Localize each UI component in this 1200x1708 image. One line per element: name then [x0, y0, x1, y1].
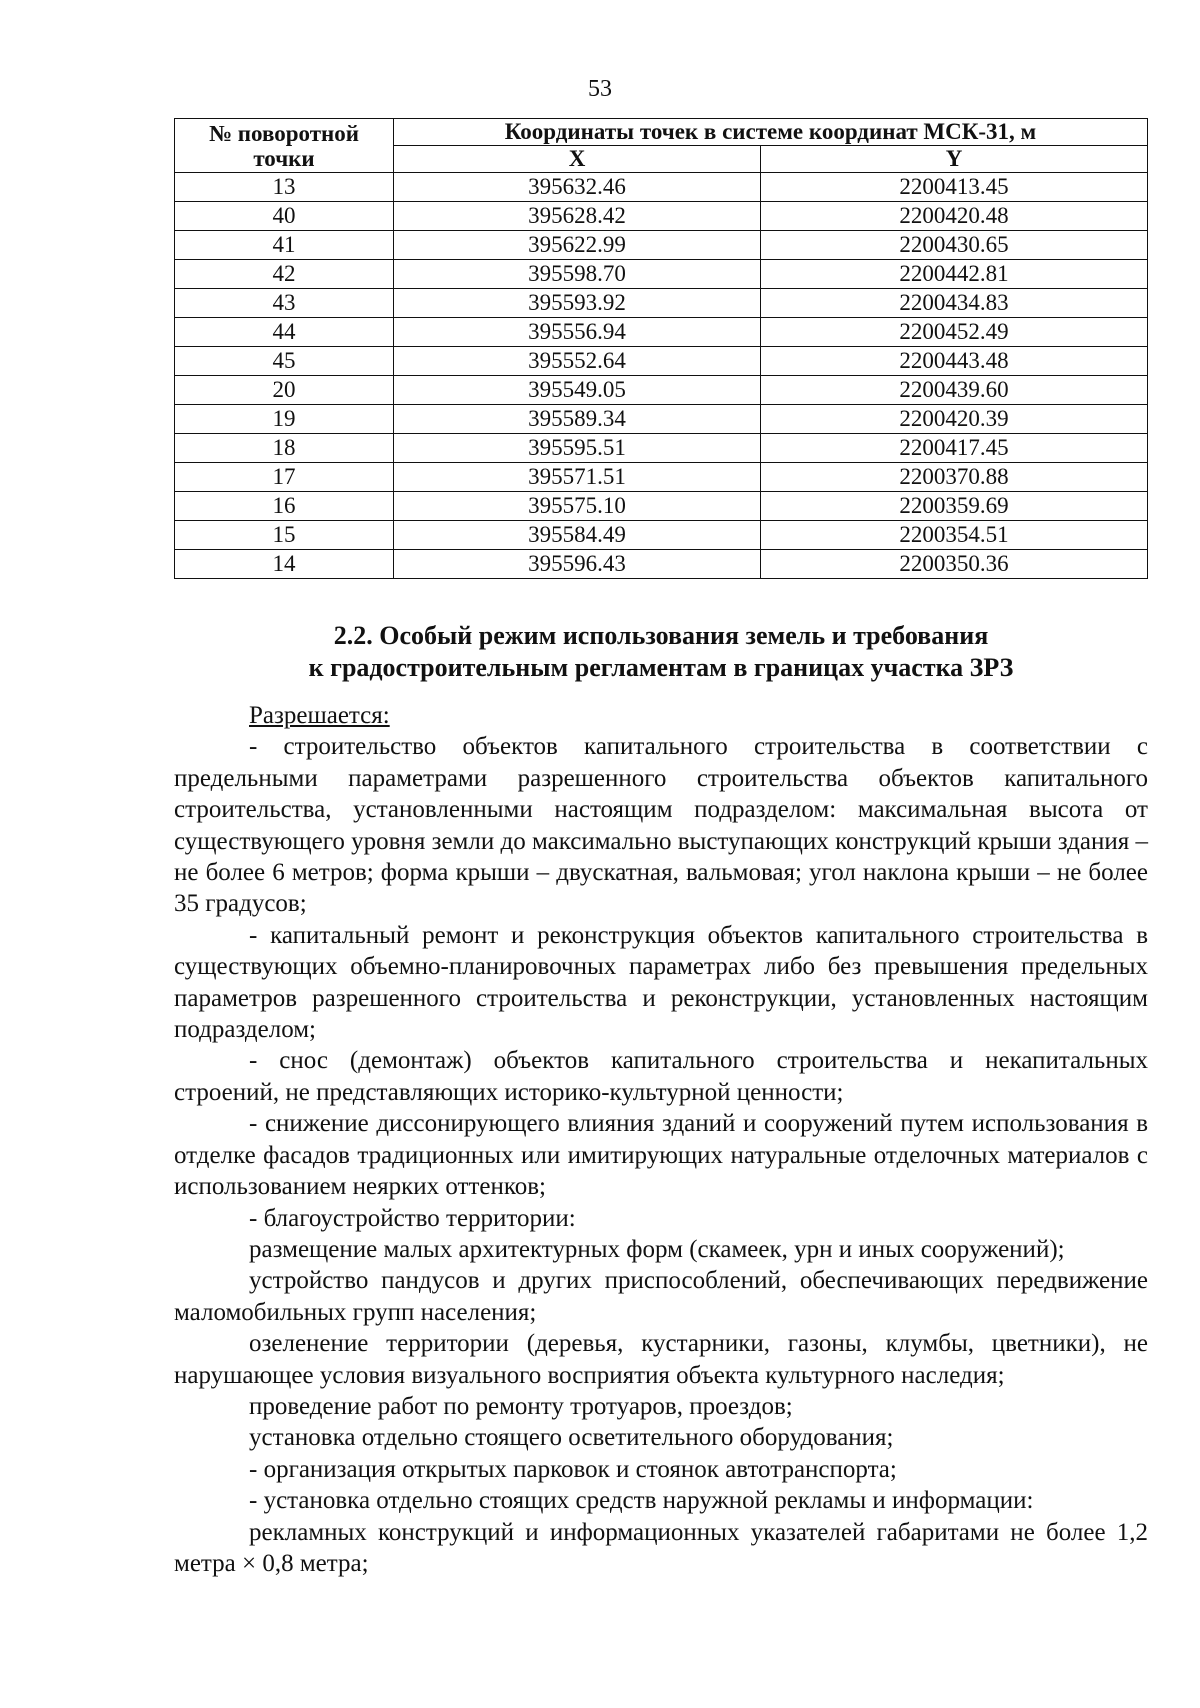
- cell-point: 18: [175, 434, 394, 463]
- cell-point: 19: [175, 405, 394, 434]
- cell-y: 2200354.51: [761, 521, 1148, 550]
- cell-x: 395584.49: [394, 521, 761, 550]
- cell-y: 2200350.36: [761, 550, 1148, 579]
- cell-point: 17: [175, 463, 394, 492]
- cell-x: 395552.64: [394, 347, 761, 376]
- cell-y: 2200430.65: [761, 231, 1148, 260]
- cell-y: 2200452.49: [761, 318, 1148, 347]
- table-row: [175, 231, 1148, 260]
- allowed-label: Разрешается:: [249, 702, 390, 729]
- cell-y: 2200420.48: [761, 202, 1148, 231]
- table-row: [175, 463, 1148, 492]
- paragraph: - благоустройство территории:: [249, 1204, 576, 1232]
- paragraph: - капитальный ремонт и реконструкция объектов капитального строительства в существующих объемно-планировочных параметрах либо без превышения предельных параметров разрешенного строительства и реконструкции, установленных настоящим подразделом;: [174, 921, 1148, 1044]
- header-point-number-line2: точки: [253, 145, 315, 171]
- cell-y: 2200370.88: [761, 463, 1148, 492]
- cell-point: 16: [175, 492, 394, 521]
- cell-point: 42: [175, 260, 394, 289]
- paragraph: - снос (демонтаж) объектов капитального строительства и некапитальных строений, не представляющих историко-культурной ценности;: [174, 1047, 1148, 1106]
- paragraph: размещение малых архитектурных форм (скамеек, урн и иных сооружений);: [249, 1235, 1065, 1263]
- cell-x: 395596.43: [394, 550, 761, 579]
- body-text: [174, 700, 1148, 1579]
- table-body: [175, 173, 1148, 579]
- cell-x: 395589.34: [394, 405, 761, 434]
- table-row: [175, 347, 1148, 376]
- paragraph: озеленение территории (деревья, кустарники, газоны, клумбы, цветники), не нарушающее условия визуального восприятия объекта культурного наследия;: [174, 1330, 1148, 1389]
- paragraph-list: [174, 731, 1148, 1579]
- table-row: [175, 202, 1148, 231]
- cell-y: 2200413.45: [761, 173, 1148, 202]
- cell-y: 2200443.48: [761, 347, 1148, 376]
- cell-point: 41: [175, 231, 394, 260]
- cell-y: 2200417.45: [761, 434, 1148, 463]
- cell-x: 395575.10: [394, 492, 761, 521]
- cell-point: 20: [175, 376, 394, 405]
- table-row: [175, 173, 1148, 202]
- table-row: [175, 318, 1148, 347]
- cell-x: 395593.92: [394, 289, 761, 318]
- cell-x: 395556.94: [394, 318, 761, 347]
- table-row: [175, 260, 1148, 289]
- cell-x: 395571.51: [394, 463, 761, 492]
- table-row: [175, 405, 1148, 434]
- cell-x: 395632.46: [394, 173, 761, 202]
- table-row: [175, 434, 1148, 463]
- cell-y: 2200439.60: [761, 376, 1148, 405]
- cell-point: 13: [175, 173, 394, 202]
- cell-point: 43: [175, 289, 394, 318]
- cell-y: 2200434.83: [761, 289, 1148, 318]
- table-row: [175, 550, 1148, 579]
- paragraph: проведение работ по ремонту тротуаров, проездов;: [249, 1392, 793, 1420]
- cell-point: 45: [175, 347, 394, 376]
- header-coordinates: Координаты точек в системе координат МСК-31, м: [394, 119, 1148, 146]
- paragraph: установка отдельно стоящего осветительного оборудования;: [249, 1424, 894, 1452]
- cell-x: 395628.42: [394, 202, 761, 231]
- header-x: X: [394, 146, 761, 173]
- table-header-row: [175, 119, 1148, 146]
- cell-point: 14: [175, 550, 394, 579]
- paragraph: - строительство объектов капитального строительства в соответствии с предельными параметрами разрешенного строительства объектов капитального строительства, установленными настоящим подразделом: максимальная высота от существующего уровня земли до максимально выступающих конструкций крыши здания – не более 6 метров; форма крыши – двускатная, вальмовая; угол наклона крыши – не более 35 градусов;: [174, 733, 1148, 918]
- paragraph: рекламных конструкций и информационных указателей габаритами не более 1,2 метра × 0,8 метра;: [174, 1518, 1148, 1577]
- header-point-number-line1: № поворотной: [208, 120, 360, 146]
- cell-x: 395595.51: [394, 434, 761, 463]
- paragraph: устройство пандусов и других приспособлений, обеспечивающих передвижение маломобильных групп населения;: [174, 1267, 1148, 1326]
- coordinates-table: [174, 118, 1148, 579]
- section-title: [174, 620, 1148, 684]
- cell-point: 40: [175, 202, 394, 231]
- cell-point: 15: [175, 521, 394, 550]
- section-title-line1: 2.2. Особый режим использования земель и требования: [333, 621, 989, 650]
- paragraph: - организация открытых парковок и стоянок автотранспорта;: [249, 1455, 897, 1483]
- cell-y: 2200420.39: [761, 405, 1148, 434]
- page-number: 53: [588, 76, 612, 102]
- table-row: [175, 492, 1148, 521]
- table-row: [175, 376, 1148, 405]
- table-row: [175, 289, 1148, 318]
- cell-x: 395622.99: [394, 231, 761, 260]
- table-row: [175, 521, 1148, 550]
- cell-x: 395598.70: [394, 260, 761, 289]
- cell-point: 44: [175, 318, 394, 347]
- cell-y: 2200442.81: [761, 260, 1148, 289]
- header-y: Y: [761, 146, 1148, 173]
- cell-x: 395549.05: [394, 376, 761, 405]
- header-point-number: [175, 119, 394, 173]
- cell-y: 2200359.69: [761, 492, 1148, 521]
- paragraph: - установка отдельно стоящих средств наружной рекламы и информации:: [249, 1487, 1034, 1515]
- paragraph: - снижение диссонирующего влияния зданий и сооружений путем использования в отделке фасадов традиционных или имитирующих натуральные отделочных материалов с использованием неярких оттенков;: [174, 1110, 1148, 1201]
- section-title-line2: к градостроительным регламентам в границах участка ЗРЗ: [308, 653, 1014, 682]
